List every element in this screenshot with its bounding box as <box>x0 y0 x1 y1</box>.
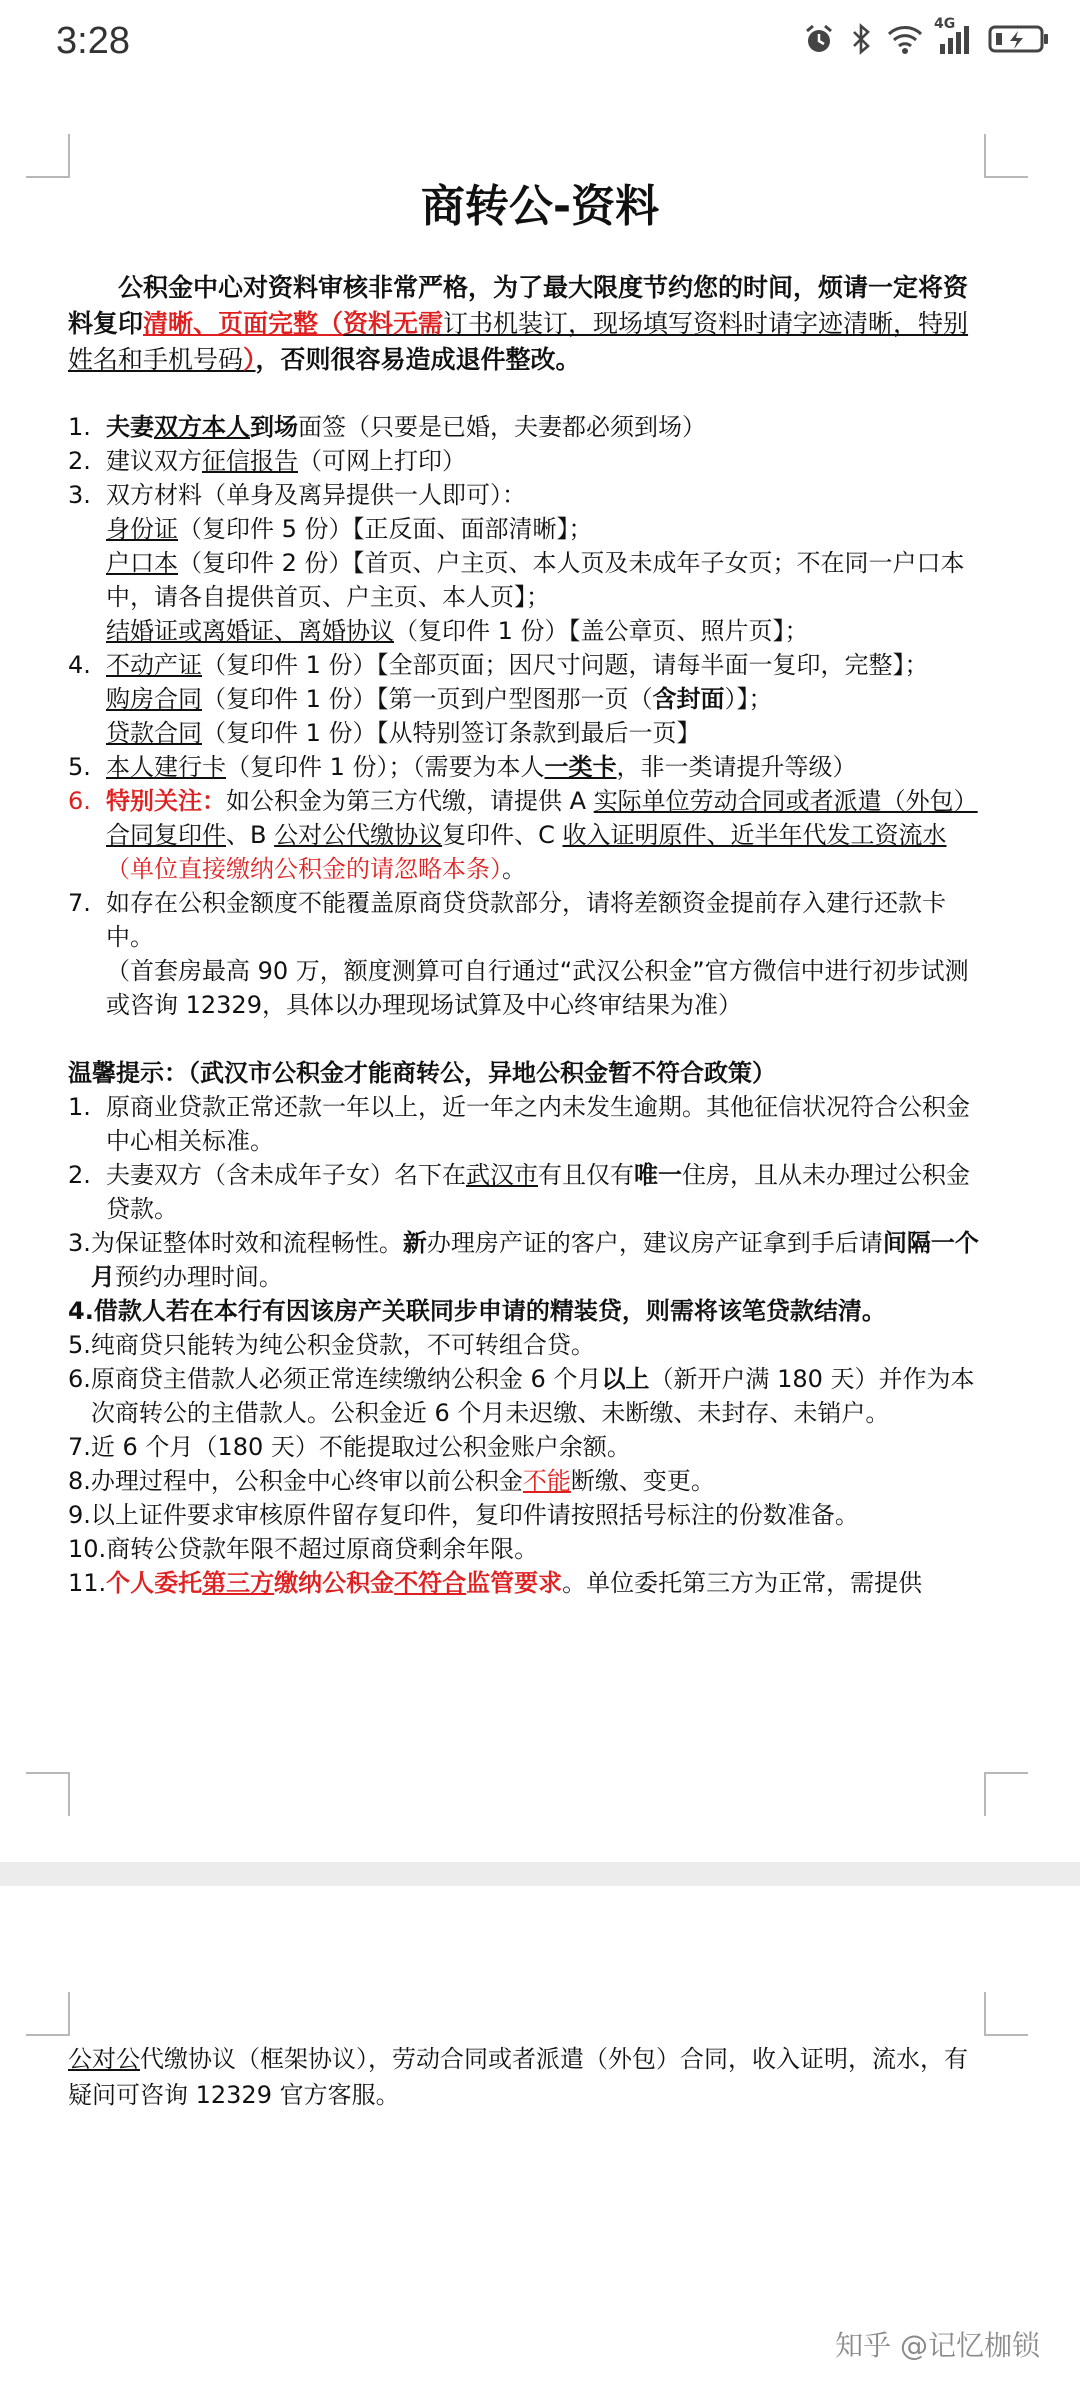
tip-text: 借款人若在本行有因该房产关联同步申请的精装贷，则需将该笔贷款结清。 <box>93 1297 886 1325</box>
item-text: 收入证明原件、近半年代发工资流水 <box>562 821 947 849</box>
document-page-2 <box>0 1886 1080 2400</box>
tip-text: 以上 <box>601 1365 650 1393</box>
tip-text: 办理过程中，公积金中心终审以前公积金 <box>90 1467 523 1495</box>
item-text: 夫妻 <box>106 413 154 441</box>
tip-text: 。单位委托第三方为正常，需提供 <box>562 1569 923 1597</box>
page-separator <box>0 1862 1080 1886</box>
item-text: 、B <box>226 821 275 849</box>
intro-text: 订书机装订，现场填写资料时请字迹清晰，特别姓名和手机号码 <box>68 309 969 374</box>
tip-number: 8. <box>68 1467 91 1495</box>
item-number: 3. <box>68 481 91 509</box>
tip-text: 有且仅有 <box>538 1161 634 1189</box>
item-text: 一类卡 <box>544 753 617 781</box>
continued-text: 公对公 <box>68 2045 140 2073</box>
item-text: 双方本人 <box>154 413 250 441</box>
intro-highlight: 资料无需 <box>343 309 444 338</box>
tip-item <box>68 1464 988 1498</box>
tip-text: 原商贷主借款人必须正常连续缴纳公积金 6 个月 <box>90 1365 602 1393</box>
intro-text: ，否则很容易造成退件整改。 <box>255 345 581 374</box>
list-item <box>68 444 988 478</box>
list-subitem <box>68 614 988 648</box>
tip-item <box>68 1498 988 1532</box>
list-item <box>68 478 988 512</box>
list-subitem <box>68 682 988 716</box>
continued-text: 代缴协议（框架协议），劳动合同或者派遣（外包）合同，收入证明，流水，有疑问可咨询 12329 官方客服。 <box>68 2045 968 2109</box>
item-text: 复印件、C <box>442 821 563 849</box>
tip-text: （新开户满 180 天）并作为本次商转公的主借款人。公积金近 6 个月未迟缴、未断缴、未封存、未销户。 <box>90 1365 975 1427</box>
battery-icon <box>988 22 1050 56</box>
materials-list <box>68 410 988 1600</box>
item-text: 如公积金为第三方代缴，请提供 A <box>226 787 594 815</box>
tip-number: 7. <box>68 1433 91 1461</box>
page-corner-mark <box>984 1772 1028 1816</box>
item-text: 本人建行卡 <box>106 753 226 781</box>
tip-number: 3. <box>68 1229 91 1257</box>
page-corner-mark <box>984 1992 1028 2036</box>
tip-number: 1. <box>68 1093 91 1121</box>
item-text: 贷款合同 <box>106 719 202 747</box>
item-text: 含封面 <box>652 685 725 713</box>
tip-number: 9. <box>68 1501 91 1529</box>
list-subitem <box>68 546 988 614</box>
tip-text: 商转公贷款年限不超过原商贷剩余年限。 <box>106 1535 539 1563</box>
tip-text: 个人委托 <box>106 1569 203 1597</box>
tip-item <box>68 1362 988 1430</box>
item-text: 面签（只要是已婚，夫妻都必须到场） <box>298 413 706 441</box>
document-title: 商转公-资料 <box>420 181 660 232</box>
list-item <box>68 886 988 1022</box>
bluetooth-icon <box>850 22 872 56</box>
item-text: 征信报告 <box>202 447 298 475</box>
tip-text: 为保证整体时效和流程畅性。 <box>90 1229 403 1257</box>
tip-text: 以上证件要求审核原件留存复印件，复印件请按照括号标注的份数准备。 <box>90 1501 859 1529</box>
item-text: （复印件 1 份）【从特别签订条款到最后一页】 <box>202 719 701 747</box>
item-text: 建议双方 <box>106 447 202 475</box>
list-item <box>68 648 988 682</box>
tip-text: 预约办理时间。 <box>114 1263 283 1291</box>
tip-text: 缴纳公积金 <box>274 1569 395 1597</box>
list-subitem <box>68 716 988 750</box>
item-number: 4. <box>68 651 91 679</box>
tips-title: 温馨提示：（武汉市公积金才能商转公，异地公积金暂不符合政策） <box>68 1059 776 1087</box>
item-text: 购房合同 <box>106 685 202 713</box>
tip-text: 间隔一个月 <box>90 1229 979 1291</box>
status-time: 3:28 <box>56 20 130 62</box>
tip-item <box>68 1566 988 1600</box>
item-text: ）】； <box>724 685 773 713</box>
tip-text: 新 <box>402 1229 427 1257</box>
tip-text: 办理房产证的客户，建议房产证拿到手后请 <box>426 1229 883 1257</box>
watermark: 知乎 @记忆枷锁 <box>835 2329 1040 2362</box>
tip-number: 2. <box>68 1161 91 1189</box>
alarm-icon <box>802 22 836 56</box>
tip-text: 断缴、变更。 <box>570 1467 715 1495</box>
tip-number: 6. <box>68 1365 91 1393</box>
list-subitem <box>68 512 988 546</box>
item-number: 1. <box>68 413 91 441</box>
tip-text: 不能 <box>522 1467 571 1495</box>
item-text: 结婚证或离婚证、离婚协议 <box>106 617 394 645</box>
item-text: 户口本 <box>106 549 178 577</box>
intro-text: 公积金中心对资料审核非常严格，为了最大限度节约您的时间，烦请一定将资料复印 <box>68 273 969 338</box>
tip-item <box>68 1158 988 1226</box>
tip-text: 武汉市 <box>466 1161 538 1189</box>
tip-text: 原商业贷款正常还款一年以上，近一年之内未发生逾期。其他征信状况符合公积金中心相关标准。 <box>106 1093 970 1155</box>
item-text: 到场 <box>250 413 298 441</box>
item-text: （复印件 1 份）【盖公章页、照片页】； <box>394 617 809 645</box>
list-item <box>68 784 988 886</box>
item-text: 身份证 <box>106 515 178 543</box>
tip-text: 监管要求 <box>466 1569 563 1597</box>
item-text: （复印件 2 份）【首页、户主页、本人页及未成年子女页；不在同一户口本中，请各自提供首页、户主页、本人页】； <box>106 549 965 611</box>
item-text: 实际单位劳动合同或者派遣（外包）合同复印件 <box>106 787 978 849</box>
item-text: 如存在公积金额度不能覆盖原商贷贷款部分，请将差额资金提前存入建行还款卡中。 <box>106 889 946 951</box>
item-number: 2. <box>68 447 91 475</box>
tip-item <box>68 1226 988 1294</box>
item-text: （可网上打印） <box>298 447 466 475</box>
tip-number: 5. <box>68 1331 91 1359</box>
continued-paragraph <box>68 2041 988 2113</box>
tip-number: 4. <box>68 1297 94 1325</box>
tip-item <box>68 1090 988 1158</box>
intro-paragraph <box>68 270 988 378</box>
tip-text: 纯商贷只能转为纯公积金贷款，不可转组合贷。 <box>90 1331 595 1359</box>
item-text: （复印件 5 份）【正反面、面部清晰】； <box>178 515 593 543</box>
tip-text: 近 6 个月（180 天）不能提取过公积金账户余额。 <box>90 1433 631 1461</box>
item-text: 特别关注： <box>106 787 226 815</box>
item-text: 不动产证 <box>106 651 202 679</box>
item-text: 双方材料（单身及离异提供一人即可）： <box>106 481 526 509</box>
tip-number: 10. <box>68 1535 107 1563</box>
item-number: 5. <box>68 753 91 781</box>
item-text: （复印件 1 份）【全部页面；因尺寸问题，请每半面一复印，完整】； <box>202 651 929 679</box>
tip-item <box>68 1430 988 1464</box>
page-corner-mark <box>26 1992 70 2036</box>
network-type: 4G <box>934 16 956 32</box>
intro-highlight: ） <box>243 345 256 374</box>
tip-text: 夫妻双方（含未成年子女）名下在 <box>106 1161 466 1189</box>
item-number: 7. <box>68 889 91 917</box>
tip-text: 唯一 <box>634 1161 682 1189</box>
item-text: 公对公代缴协议 <box>274 821 443 849</box>
wifi-icon <box>886 22 924 56</box>
item-text: ，非一类请提升等级） <box>616 753 857 781</box>
intro-highlight: 清晰、页面完整（ <box>143 309 344 338</box>
tip-text: 住房，且从未办理过公积金贷款。 <box>106 1161 970 1223</box>
list-item <box>68 410 988 444</box>
page-corner-mark <box>26 1772 70 1816</box>
tip-number: 11. <box>68 1569 107 1597</box>
item-text: （复印件 1 份）；（需要为本人 <box>226 753 545 781</box>
item-text: （复印件 1 份）【第一页到户型图那一页（ <box>202 685 653 713</box>
item-text: 。 <box>502 855 526 883</box>
tip-text: 第三方 <box>202 1569 275 1597</box>
item-text: （单位直接缴纳公积金的请忽略本条） <box>106 855 502 883</box>
status-icons <box>802 16 1050 56</box>
list-item <box>68 750 988 784</box>
item-text: （首套房最高 90 万，额度测算可自行通过“武汉公积金”官方微信中进行初步试测或咨询 12329，具体以办理现场试算及中心终审结果为准） <box>106 957 969 1019</box>
signal-icon <box>934 16 974 56</box>
spacer <box>68 1022 988 1056</box>
tip-item <box>68 1328 988 1362</box>
document-page-1 <box>0 92 1080 1862</box>
item-number: 6. <box>68 787 91 815</box>
tip-item <box>68 1532 988 1566</box>
status-bar <box>0 0 1080 92</box>
tip-item <box>68 1294 988 1328</box>
tip-text: 不符合 <box>394 1569 467 1597</box>
